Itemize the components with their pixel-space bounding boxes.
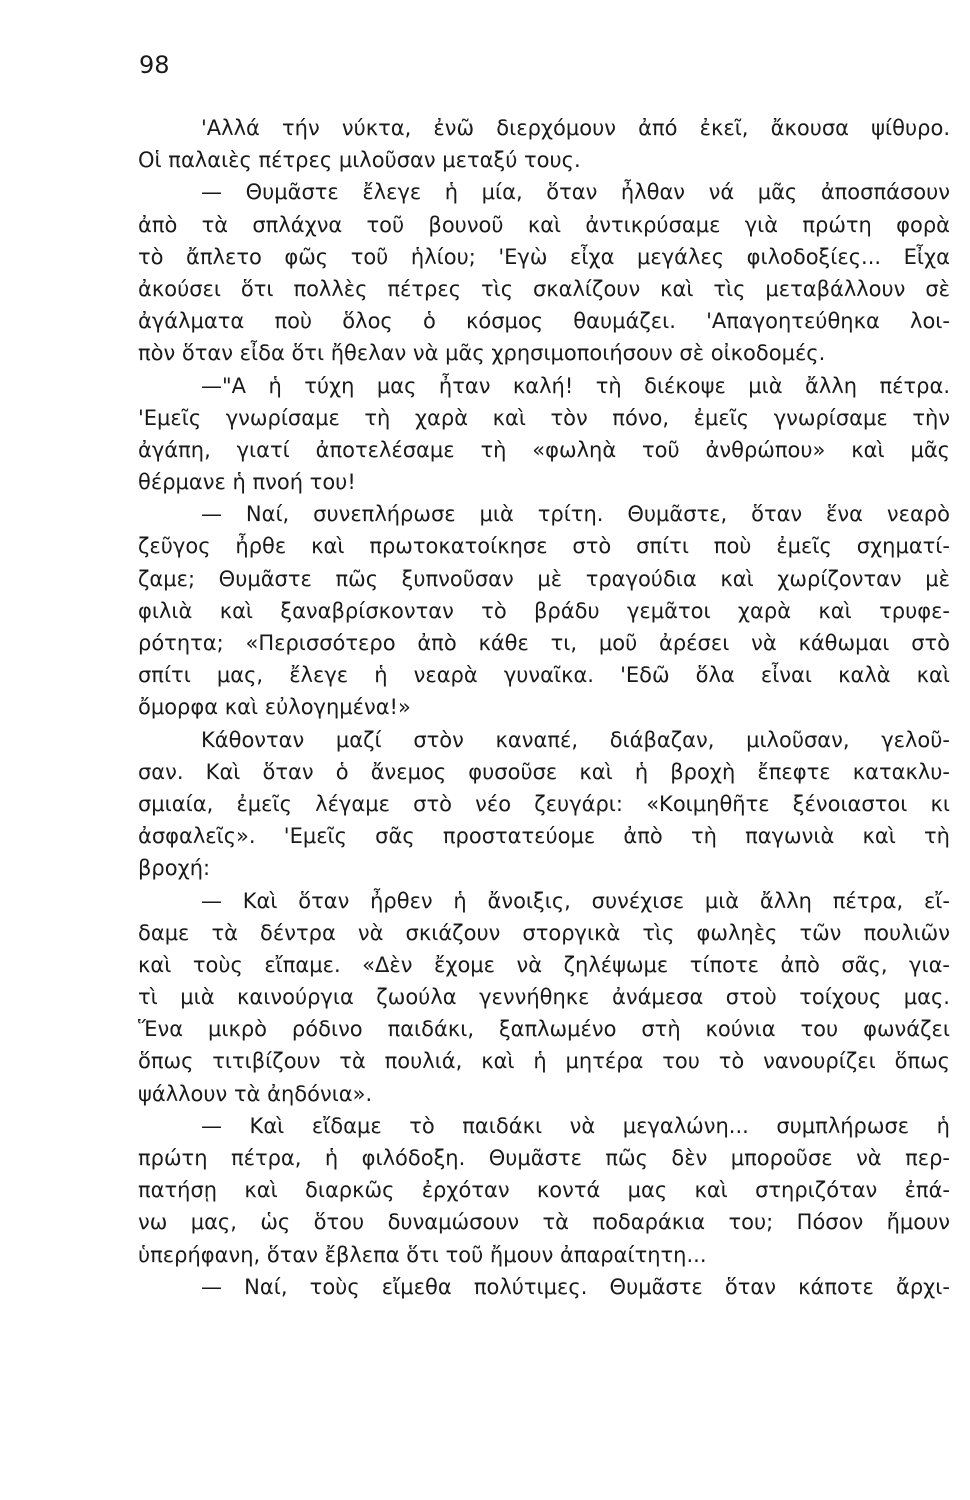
text-line: νω μας, ὡς ὅτου δυναμώσουν τὰ ποδαράκια του; Πόσον ἤμουν [138, 1210, 950, 1235]
text-line: βροχή: [138, 856, 211, 881]
text-line: ἀπὸ τὰ σπλάχνα τοῦ βουνοῦ καὶ ἀντικρύσαμε γιὰ πρώτη φορὰ [138, 212, 950, 237]
text-line: πὸν ὅταν εἶδα ὅτι ἤθελαν νὰ μᾶς χρησιμοποιήσουν σὲ οἰκοδομές. [138, 341, 826, 366]
text-line: ὑπερήφανη, ὅταν ἔβλεπα ὅτι τοῦ ἤμουν ἀπαραίτητη... [138, 1242, 707, 1267]
text-line: — Ναί, συνεπλήρωσε μιὰ τρίτη. Θυμᾶστε, ὅταν ἕνα νεαρὸ [201, 502, 950, 527]
body-text [138, 112, 950, 1303]
text-line: Ἕνα μικρὸ ρόδινο παιδάκι, ξαπλωμένο στὴ κούνια του φωνάζει [138, 1017, 950, 1042]
text-line: σπίτι μας, ἔλεγε ἡ νεαρὰ γυναῖκα. 'Εδῶ ὅλα εἶναι καλὰ καὶ [138, 663, 950, 688]
text-line: ψάλλουν τὰ ἀηδόνια». [138, 1081, 373, 1106]
text-line: πατήσῃ καὶ διαρκῶς ἐρχόταν κοντά μας καὶ στηριζόταν ἐπά- [138, 1178, 950, 1203]
text-line: ἀσφαλεῖς». 'Εμεῖς σᾶς προστατεύομε ἀπὸ τὴ παγωνιὰ καὶ τὴ [138, 824, 950, 849]
text-line: — Καὶ εἴδαμε τὸ παιδάκι νὰ μεγαλώνη... συμπλήρωσε ἡ [201, 1113, 950, 1138]
text-line: σμιαία, ἐμεῖς λέγαμε στὸ νέο ζευγάρι: «Κοιμηθῆτε ξένοιαστοι κι [138, 791, 950, 816]
text-line: ρότητα; «Περισσότερο ἀπὸ κάθε τι, μοῦ ἀρέσει νὰ κάθωμαι στὸ [138, 631, 950, 655]
text-line: τὶ μιὰ καινούργια ζωούλα γεννήθηκε ἀνάμεσα στοὺ τοίχους μας. [138, 985, 950, 1010]
text-line: — Ναί, τοὺς εἴμεθα πολύτιμες. Θυμᾶστε ὅταν κάποτε ἄρχι- [201, 1274, 950, 1299]
text-line: ζαμε; Θυμᾶστε πῶς ξυπνοῦσαν μὲ τραγούδια καὶ χωρίζονταν μὲ [138, 566, 950, 591]
text-line: 'Αλλά τήν νύκτα, ἐνῶ διερχόμουν ἀπό ἐκεῖ, ἄκουσα ψίθυρο. [201, 116, 950, 140]
text-line: Κάθονταν μαζί στὸν καναπέ, διάβαζαν, μιλοῦσαν, γελοῦ- [201, 727, 950, 752]
text-line: σαν. Καὶ ὅταν ὁ ἄνεμος φυσοῦσε καὶ ἡ βροχὴ ἔπεφτε κατακλυ- [138, 759, 950, 784]
text-line: τὸ ἄπλετο φῶς τοῦ ἡλίου; 'Εγὼ εἶχα μεγάλες φιλοδοξίες... Εἶχα [138, 244, 950, 269]
text-line: φιλιὰ καὶ ξαναβρίσκονταν τὸ βράδυ γεμᾶτοι χαρὰ καὶ τρυφε- [138, 598, 950, 623]
text-line: δαμε τὰ δέντρα νὰ σκιάζουν στοργικὰ τὶς φωληὲς τῶν πουλιῶν [138, 920, 950, 945]
text-line: πρώτη πέτρα, ἡ φιλόδοξη. Θυμᾶστε πῶς δὲν μποροῦσε νὰ περ- [138, 1146, 950, 1170]
text-line: ὅπως τιτιβίζουν τὰ πουλιά, καὶ ἡ μητέρα του τὸ νανουρίζει ὅπως [138, 1049, 950, 1074]
text-line: 'Εμεῖς γνωρίσαμε τὴ χαρὰ καὶ τὸν πόνο, ἐμεῖς γνωρίσαμε τὴν [138, 405, 950, 430]
text-line: θέρμανε ἡ πνοή του! [138, 470, 356, 495]
text-line: ὄμορφα καὶ εὐλογημένα!» [138, 695, 411, 720]
text-line: ζεῦγος ἦρθε καὶ πρωτοκατοίκησε στὸ σπίτι ποὺ ἐμεῖς σχηματί- [138, 534, 950, 559]
text-line: ἀκούσει ὅτι πολλὲς πέτρες τὶς σκαλίζουν καὶ τὶς μεταβάλλουν σὲ [138, 276, 950, 301]
text-line: — Θυμᾶστε ἔλεγε ἡ μία, ὅταν ἦλθαν νά μᾶς ἀποσπάσουν [201, 180, 950, 205]
text-line: ἀγάπη, γιατί ἀποτελέσαμε τὴ «φωληὰ τοῦ ἀνθρώπου» καὶ μᾶς [138, 437, 950, 462]
text-line: Οἱ παλαιὲς πέτρες μιλοῦσαν μεταξύ τους. [138, 148, 581, 173]
text-line: —"Α ἡ τύχη μας ἦταν καλή! τὴ διέκοψε μιὰ ἄλλη πέτρα. [201, 373, 950, 398]
text-line: καὶ τοὺς εἴπαμε. «Δὲν ἔχομε νὰ ζηλέψωμε τίποτε ἀπὸ σᾶς, για- [138, 952, 950, 977]
text-line: ἀγάλματα ποὺ ὅλος ὁ κόσμος θαυμάζει. 'Απαγοητεύθηκα λοι- [138, 309, 950, 334]
page-number: 98 [139, 51, 170, 79]
text-line: — Καὶ ὅταν ἦρθεν ἡ ἄνοιξις, συνέχισε μιὰ ἄλλη πέτρα, εἴ- [201, 888, 950, 913]
